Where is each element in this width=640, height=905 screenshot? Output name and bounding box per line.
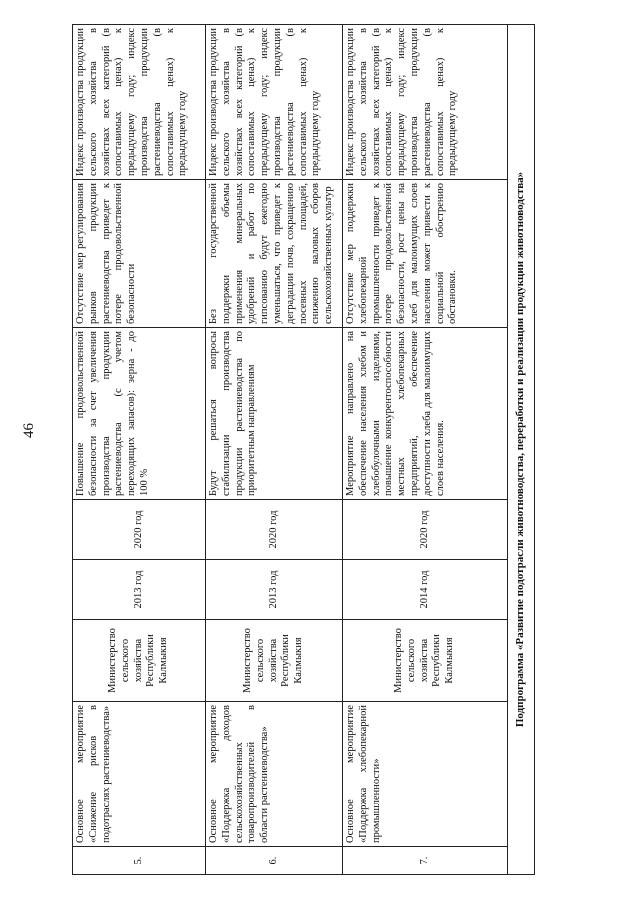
indicators: Индекс производства продукции сельского хозяйства в хозяйствах всех категорий (в сопоставимых ценах) к предыдущему году; индекс производства продукции растениеводства (в сопоставимых ценах) к предыдущему году: [73, 25, 206, 180]
consequences: Отсутствие мер регулирования рынков продукции растениеводства приведет к потере продовольственной безопасности: [73, 180, 206, 328]
measure-name: Основное мероприятие «Поддержка доходов сельскохозяйственных товаропроизводителей в области растениеводства»: [206, 702, 343, 847]
indicators: Индекс производства продукции сельского хозяйства в хозяйствах всех категорий (в сопоставимых ценах) к предыдущему году; индекс производства продукции растениеводства (в сопоставимых ценах) к предыдущему году: [206, 25, 343, 180]
measure-name: Основное мероприятие «Поддержка хлебопекарной промышленности»: [343, 702, 508, 847]
rotated-table-container: [72, 25, 572, 875]
consequences: Без государственной поддержки объемы применения минеральных удобрений и работ по гипсованию будут ежегодно уменьшаться, что приведет к деградации почв, сокращению посевных площадей, снижению валовых сборов сельскохозяйственных культур: [206, 180, 343, 328]
end-year: 2020 год: [73, 500, 206, 560]
executor: Министерство сельского хозяйства Республики Калмыкия: [343, 620, 508, 702]
subprogram-row: [508, 25, 535, 875]
consequences: Отсутствие мер поддержки хлебопекарной промышленности приведет к потере продовольственной безопасности, рост цены на хлеб для малоимущих слоев населения может привести к социальной обострению обстановки.: [343, 180, 508, 328]
expected-result: Повышение продовольственной безопасности за счет увеличения производства продукции растениеводства (с учетом переходящих запасов): зерна - до 100 %: [73, 328, 206, 500]
expected-result: Мероприятие направлено на обеспечение населения хлебом и хлебобулочными изделиями, повышение конкурентоспособности местных хлебопекарных предприятий, обеспечение доступности хлеба для малоимущих слоев населения.: [343, 328, 508, 500]
executor: Министерство сельского хозяйства Республики Калмыкия: [73, 620, 206, 702]
table-row: [206, 25, 343, 875]
executor: Министерство сельского хозяйства Республики Калмыкия: [206, 620, 343, 702]
end-year: 2020 год: [343, 500, 508, 560]
row-number: 5.: [73, 847, 206, 875]
subprogram-title: Подпрограмма «Развитие подотрасли животноводства, переработки и реализации продукции животноводства»: [508, 25, 535, 875]
table-row: [343, 25, 508, 875]
row-number: 6.: [206, 847, 343, 875]
start-year: 2013 год: [73, 560, 206, 620]
table-row: [73, 25, 206, 875]
expected-result: Будут решаться вопросы стабилизации производства продукции растениеводства по приоритетным направлениям: [206, 328, 343, 500]
measures-table: [72, 24, 535, 875]
start-year: 2013 год: [206, 560, 343, 620]
start-year: 2014 год: [343, 560, 508, 620]
page-number: 46: [21, 423, 37, 438]
end-year: 2020 год: [206, 500, 343, 560]
indicators: Индекс производства продукции сельского хозяйства в хозяйствах всех категорий (в сопоставимых ценах) к предыдущему году; индекс производства продукции растениеводства (в сопоставимых ценах) к предыдущему году: [343, 25, 508, 180]
row-number: 7.: [343, 847, 508, 875]
measure-name: Основное мероприятие «Снижение рисков в подотраслях растениеводства»: [73, 702, 206, 847]
